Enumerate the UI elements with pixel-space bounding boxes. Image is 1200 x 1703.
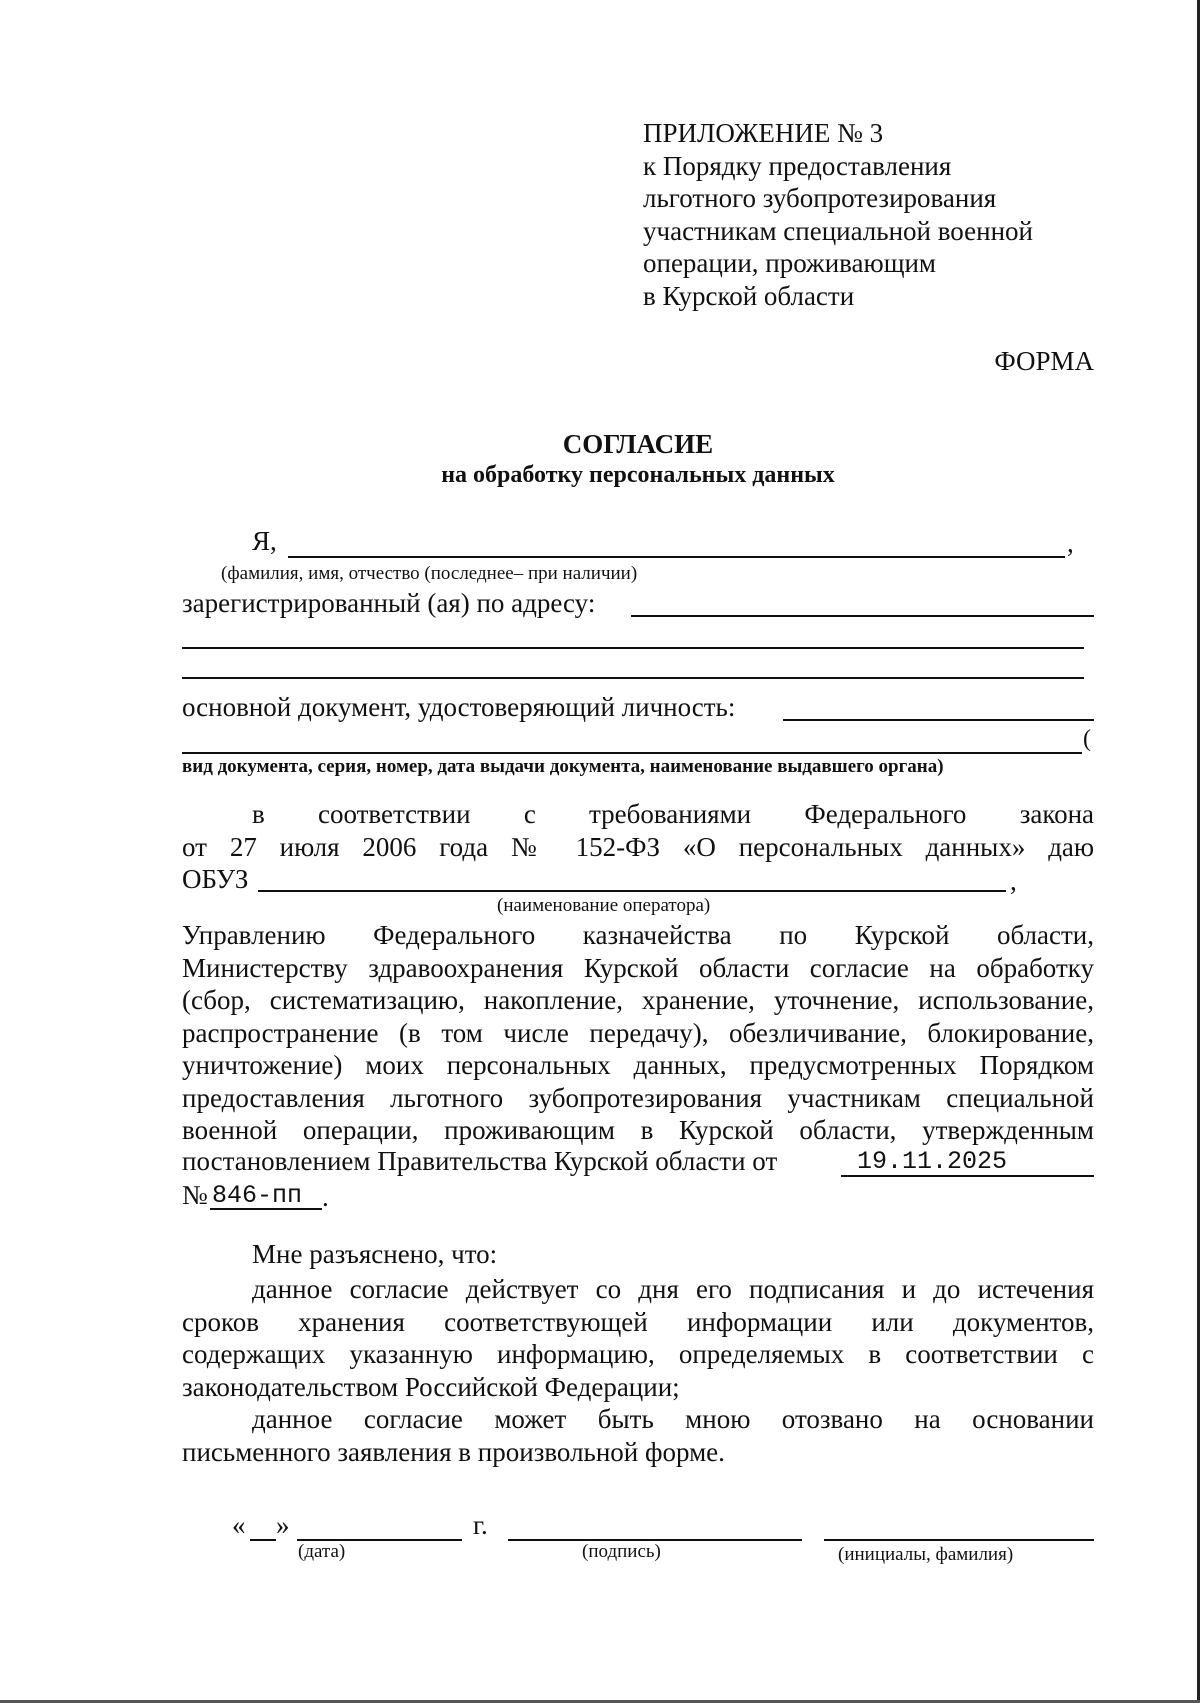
explanation-line: сроков хранения соответствующей информации или документов, bbox=[182, 1306, 1094, 1337]
explanation-paragraph-1 bbox=[182, 1273, 1094, 1403]
address-field-1[interactable] bbox=[631, 615, 1094, 617]
appendix-line: участникам специальной военной bbox=[643, 215, 1033, 246]
decree-number-prefix: № bbox=[182, 1180, 208, 1210]
appendix-line: в Курской области bbox=[643, 280, 855, 311]
signature-caption: (подпись) bbox=[582, 1541, 661, 1562]
document-field-2[interactable] bbox=[182, 752, 1082, 754]
decree-prefix: постановлением Правительства Курской области от bbox=[182, 1146, 778, 1176]
quote-open: « bbox=[232, 1510, 246, 1540]
consent-line-2: от 27 июля 2006 года № 152-ФЗ «О персональных данных» даю bbox=[182, 832, 1095, 862]
decree-date-underline bbox=[841, 1175, 1094, 1177]
day-field[interactable] bbox=[250, 1539, 276, 1541]
consent-paragraph-line: военной операции, проживающим в Курской области, утвержденным bbox=[182, 1115, 1094, 1145]
operator-caption: (наименование оператора) bbox=[497, 895, 711, 916]
consent-paragraph-line: уничтожение) моих персональных данных, предусмотренных Порядком bbox=[182, 1050, 1094, 1080]
document-subtitle: на обработку персональных данных bbox=[441, 462, 835, 488]
consent-paragraph-line: предоставления льготного зубопротезирования участникам специальной bbox=[182, 1082, 1094, 1113]
appendix-header bbox=[643, 117, 1033, 312]
document-paren: ( bbox=[1083, 726, 1091, 752]
explanation-line: данное согласие действует со дня его подписания и до истечения bbox=[252, 1274, 1094, 1304]
quote-close: » bbox=[276, 1510, 290, 1540]
consent-paragraph-line: Управлению Федерального казначейства по Курской области, bbox=[182, 920, 1094, 950]
name-field[interactable] bbox=[824, 1539, 1094, 1541]
appendix-line: льготного зубопротезирования bbox=[643, 183, 997, 213]
form-label: ФОРМА bbox=[994, 346, 1094, 376]
explanation-line: законодательством Российской Федерации; bbox=[182, 1371, 680, 1402]
operator-comma: , bbox=[1010, 866, 1017, 896]
appendix-line: ПРИЛОЖЕНИЕ № 3 bbox=[643, 118, 884, 148]
explanation-line: письменного заявления в произвольной форме. bbox=[182, 1436, 725, 1467]
decree-end: . bbox=[322, 1182, 329, 1212]
year-mark: г. bbox=[473, 1510, 488, 1540]
operator-field[interactable] bbox=[258, 890, 1006, 892]
consent-paragraph-line: распространение (в том числе передачу), обезличивание, блокирование, bbox=[182, 1017, 1094, 1048]
operator-prefix: ОБУЗ bbox=[182, 864, 249, 894]
address-field-2[interactable] bbox=[182, 647, 1084, 649]
document-label: основной документ, удостоверяющий личность: bbox=[182, 692, 736, 722]
consent-paragraph-line: Министерству здравоохранения Курской области согласие на обработку bbox=[182, 952, 1094, 983]
fio-comma: , bbox=[1067, 528, 1074, 558]
document-field-1[interactable] bbox=[783, 719, 1094, 721]
address-label: зарегистрированный (ая) по адресу: bbox=[182, 588, 596, 618]
explanation-line: данное согласие может быть мною отозвано на основании bbox=[252, 1404, 1094, 1434]
fio-caption: (фамилия, имя, отчество (последнее– при наличии) bbox=[221, 563, 638, 584]
decree-number-underline bbox=[210, 1208, 322, 1210]
consent-paragraph-line: (сбор, систематизацию, накопление, хранение, уточнение, использование, bbox=[182, 985, 1094, 1015]
document-caption: вид документа, серия, номер, дата выдачи документа, наименование выдавшего органа) bbox=[182, 756, 944, 777]
explanation-intro: Мне разъяснено, что: bbox=[252, 1239, 498, 1269]
decree-date: 19.11.2025 bbox=[857, 1147, 1008, 1176]
consent-paragraph bbox=[182, 919, 1094, 1147]
name-caption: (инициалы, фамилия) bbox=[838, 1544, 1014, 1565]
address-field-3[interactable] bbox=[182, 677, 1084, 679]
ya-label: Я, bbox=[252, 526, 277, 556]
document-title: СОГЛАСИЕ bbox=[562, 429, 714, 459]
consent-line-1: в соответствии с требованиями Федерального закона bbox=[252, 799, 1095, 829]
appendix-line: операции, проживающим bbox=[643, 248, 937, 278]
date-caption: (дата) bbox=[298, 1541, 346, 1562]
appendix-line: к Порядку предоставления bbox=[643, 150, 952, 181]
explanation-line: содержащих указанную информацию, определяемых в соответствии с bbox=[182, 1339, 1094, 1369]
fio-field[interactable] bbox=[288, 556, 1065, 558]
decree-number: 846-пп bbox=[212, 1181, 303, 1210]
explanation-paragraph-2 bbox=[182, 1403, 1094, 1468]
